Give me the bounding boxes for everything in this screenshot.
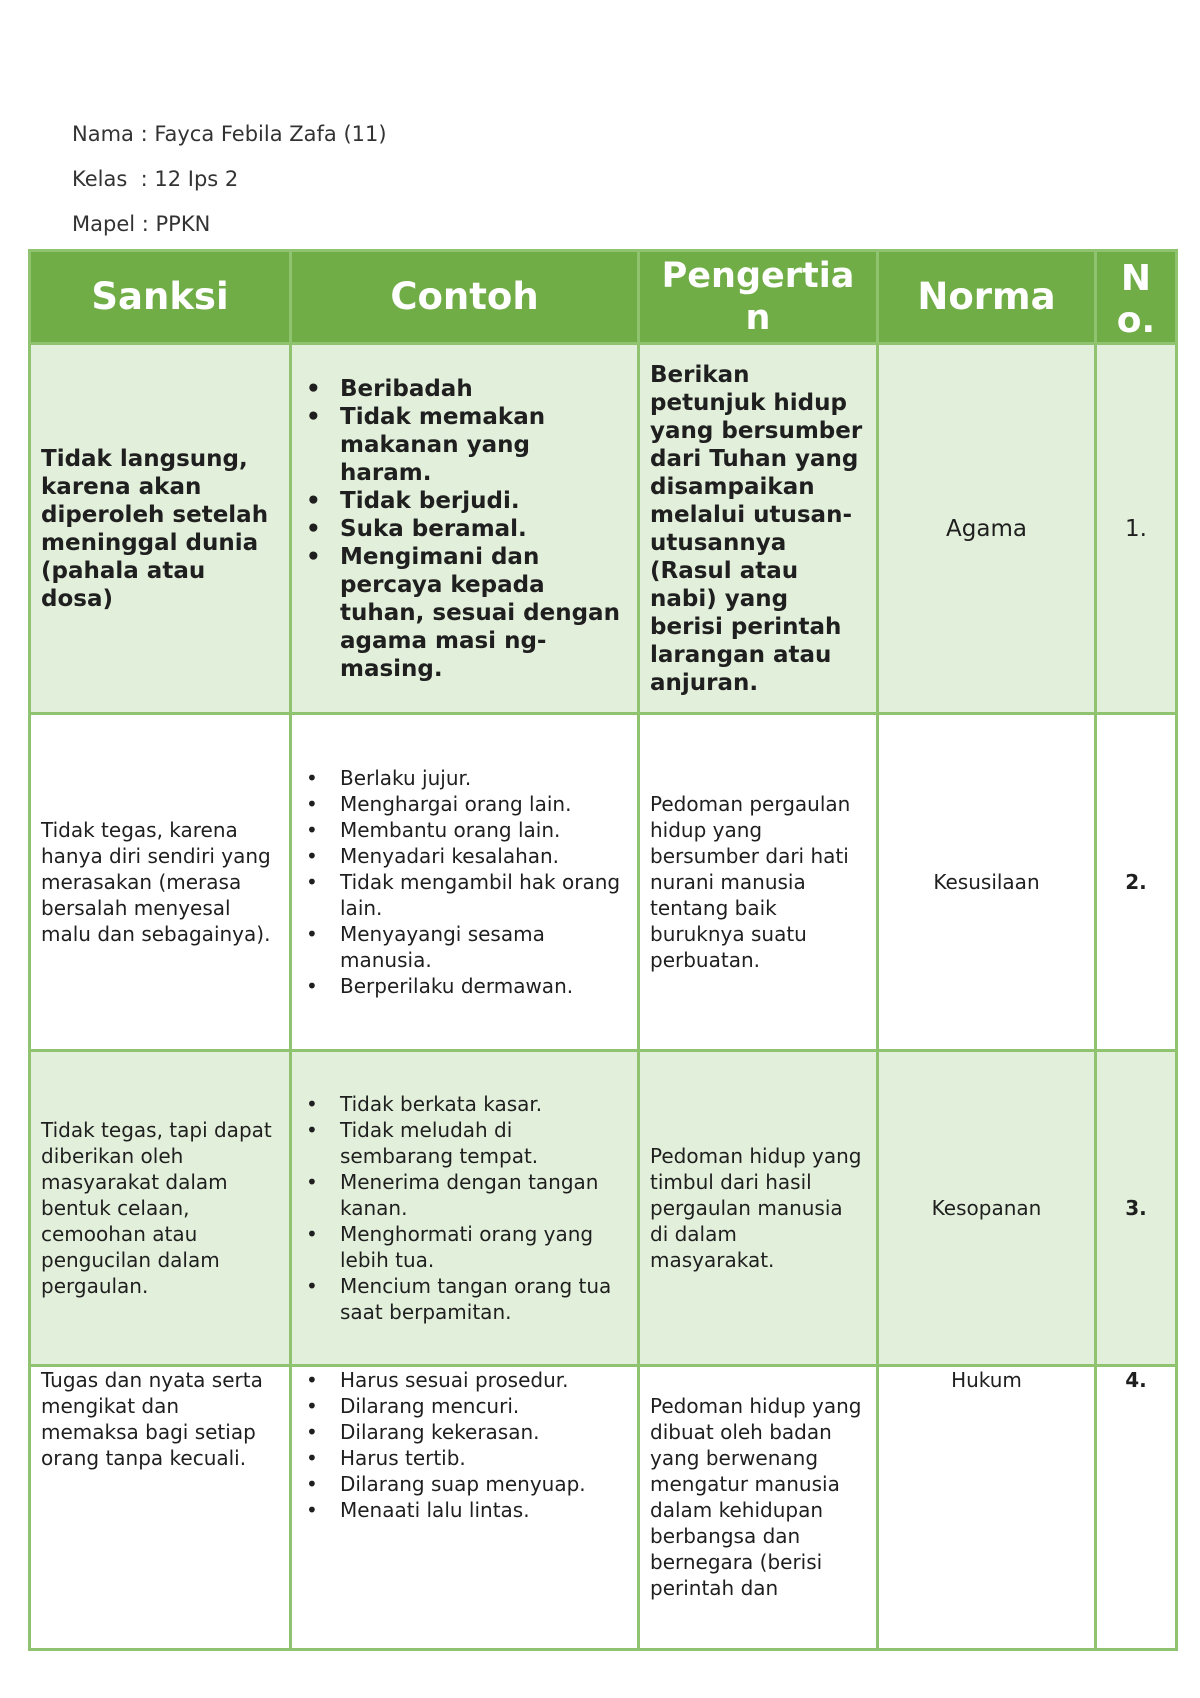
list-item: • Beribadah (340, 375, 627, 403)
table-row (30, 714, 1177, 1051)
list-item: • Tidak berjudi. (340, 487, 627, 515)
column-header-pengertian: Pengertian (639, 251, 878, 344)
column-header-contoh: Contoh (291, 251, 639, 344)
student-name: Nama : Fayca Febila Zafa (11) (72, 122, 387, 146)
no-cell: 4. (1096, 1366, 1177, 1650)
contoh-cell (291, 714, 639, 1051)
list-item: • Dilarang suap menyuap. (340, 1471, 627, 1497)
sanksi-cell: Tidak tegas, tapi dapat diberikan oleh masyarakat dalam bentuk celaan, cemoohan atau pengucilan dalam pergaulan. (30, 1051, 291, 1366)
column-header-norma: Norma (878, 251, 1096, 344)
no-cell: 2. (1096, 714, 1177, 1051)
list-item: • Suka beramal. (340, 515, 627, 543)
sanksi-cell: Tidak langsung, karena akan diperoleh setelah meninggal dunia (pahala atau dosa) (30, 344, 291, 714)
student-info (72, 112, 387, 247)
list-item: • Mencium tangan orang tua saat berpamitan. (340, 1273, 627, 1325)
list-item: • Tidak memakan makanan yang haram. (340, 403, 627, 487)
pengertian-cell: Berikan petunjuk hidup yang bersumber dari Tuhan yang disampaikan melalui utusan-utusannya (Rasul atau nabi) yang berisi perintah larangan atau anjuran. (639, 344, 878, 714)
list-item: • Dilarang kekerasan. (340, 1419, 627, 1445)
contoh-list (302, 1367, 627, 1523)
list-item: • Menyadari kesalahan. (340, 843, 627, 869)
list-item: • Tidak berkata kasar. (340, 1091, 627, 1117)
list-item: • Dilarang mencuri. (340, 1393, 627, 1419)
contoh-list (302, 1091, 627, 1325)
list-item: • Mengimani dan percaya kepada tuhan, sesuai dengan agama masi ng-masing. (340, 543, 627, 683)
list-item: • Menghargai orang lain. (340, 791, 627, 817)
norma-table (28, 249, 1178, 1651)
subject: Mapel : PPKN (72, 212, 211, 236)
column-header-no: No. (1096, 251, 1177, 344)
pengertian-cell: Pedoman hidup yang timbul dari hasil pergaulan manusia di dalam masyarakat. (639, 1051, 878, 1366)
contoh-cell (291, 1366, 639, 1650)
table-row (30, 1366, 1177, 1650)
pengertian-cell: Pedoman pergaulan hidup yang bersumber dari hati nurani manusia tentang baik buruknya suatu perbuatan. (639, 714, 878, 1051)
sanksi-cell: Tidak tegas, karena hanya diri sendiri yang merasakan (merasa bersalah menyesal malu dan sebagainya). (30, 714, 291, 1051)
list-item: • Menghormati orang yang lebih tua. (340, 1221, 627, 1273)
contoh-list (302, 765, 627, 999)
no-cell: 1. (1096, 344, 1177, 714)
list-item: • Menyayangi sesama manusia. (340, 921, 627, 973)
contoh-list (302, 375, 627, 683)
list-item: • Harus sesuai prosedur. (340, 1367, 627, 1393)
sanksi-cell: Tugas dan nyata serta mengikat dan memaksa bagi setiap orang tanpa kecuali. (30, 1366, 291, 1650)
list-item: • Berperilaku dermawan. (340, 973, 627, 999)
pengertian-cell (639, 1366, 878, 1650)
contoh-cell (291, 1051, 639, 1366)
list-item: • Tidak meludah di sembarang tempat. (340, 1117, 627, 1169)
table-row (30, 1051, 1177, 1366)
table-row (30, 344, 1177, 714)
pengertian-text: Pedoman hidup yang dibuat oleh badan yang berwenang mengatur manusia dalam kehidupan berbangsa dan bernegara (berisi perintah dan (650, 1394, 862, 1600)
list-item: • Menerima dengan tangan kanan. (340, 1169, 627, 1221)
no-cell: 3. (1096, 1051, 1177, 1366)
student-class: Kelas : 12 Ips 2 (72, 167, 239, 191)
list-item: • Menaati lalu lintas. (340, 1497, 627, 1523)
column-header-sanksi: Sanksi (30, 251, 291, 344)
list-item: • Berlaku jujur. (340, 765, 627, 791)
norma-cell: Kesopanan (878, 1051, 1096, 1366)
contoh-cell (291, 344, 639, 714)
table-header-row (30, 251, 1177, 344)
list-item: • Harus tertib. (340, 1445, 627, 1471)
norma-cell: Kesusilaan (878, 714, 1096, 1051)
list-item: • Tidak mengambil hak orang lain. (340, 869, 627, 921)
norma-cell: Hukum (878, 1366, 1096, 1650)
norma-cell: Agama (878, 344, 1096, 714)
list-item: • Membantu orang lain. (340, 817, 627, 843)
